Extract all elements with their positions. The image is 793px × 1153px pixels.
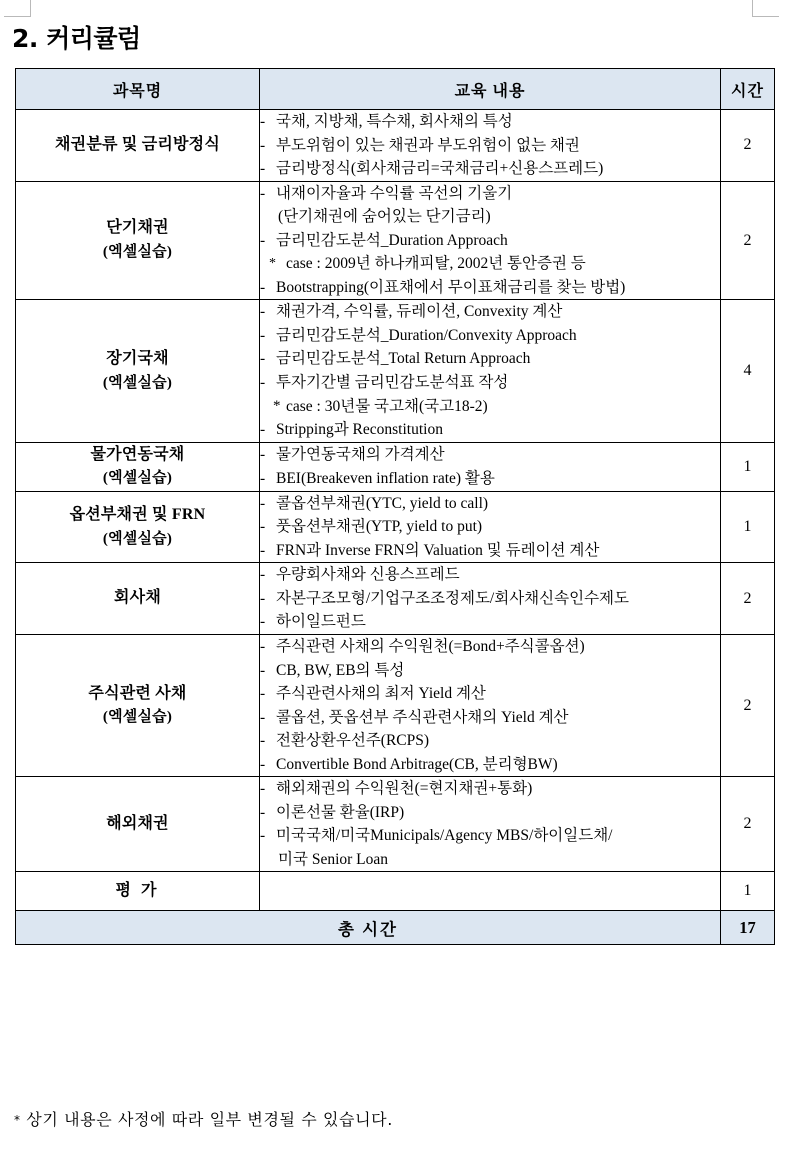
subject-cell xyxy=(16,300,260,442)
column-header-hours: 시간 xyxy=(721,69,775,110)
subject-cell xyxy=(16,777,260,872)
hours-cell: 1 xyxy=(721,491,775,563)
subject-subtitle: (엑셀실습) xyxy=(102,374,173,391)
column-header-subject: 과목명 xyxy=(16,69,260,110)
table-row xyxy=(16,110,775,182)
subject-subtitle: (엑셀실습) xyxy=(102,709,173,726)
content-line: - Convertible Bond Arbitrage(CB, 분리형BW) xyxy=(260,753,720,777)
content-line: - Bootstrapping(이표채에서 무이표채금리를 찾는 방법) xyxy=(260,276,720,300)
subject-subtitle: (엑셀실습) xyxy=(102,470,173,487)
table-row xyxy=(16,181,775,300)
subject-cell xyxy=(16,110,260,182)
content-list xyxy=(260,300,720,441)
subject-title: 단기채권 xyxy=(106,219,169,237)
content-list xyxy=(260,635,720,776)
content-line: - 해외채권의 수익원천(=현지채권+통화) xyxy=(260,777,720,801)
footnote-text: 상기 내용은 사정에 따라 일부 변경될 수 있습니다. xyxy=(26,1110,393,1129)
content-line: - 미국국채/미국Municipals/Agency MBS/하이일드채/ xyxy=(260,824,720,848)
subject-title: 회사채 xyxy=(114,589,161,607)
table-row xyxy=(16,777,775,872)
hours-cell: 2 xyxy=(721,563,775,635)
curriculum-table xyxy=(15,68,775,945)
content-cell xyxy=(260,563,721,635)
content-cell xyxy=(260,300,721,442)
content-line: - 자본구조모형/기업구조조정제도/회사채신속인수제도 xyxy=(260,587,720,611)
content-list xyxy=(260,110,720,181)
content-cell xyxy=(260,491,721,563)
content-cell xyxy=(260,110,721,182)
content-list xyxy=(260,443,720,490)
subject-title: 해외채권 xyxy=(106,814,169,832)
content-line: - 금리민감도분석_Duration/Convexity Approach xyxy=(260,324,720,348)
content-cell xyxy=(260,442,721,491)
subject-cell xyxy=(16,563,260,635)
content-line: - 물가연동국채의 가격계산 xyxy=(260,443,720,467)
content-line: - 금리방정식(회사채금리=국채금리+신용스프레드) xyxy=(260,157,720,181)
page-title: 2. 커리큘럼 xyxy=(12,23,141,53)
table-body xyxy=(16,110,775,911)
content-line: - 채권가격, 수익률, 듀레이션, Convexity 계산 xyxy=(260,300,720,324)
header-row xyxy=(16,69,775,110)
table-row xyxy=(16,442,775,491)
content-line: - 주식관련사채의 최저 Yield 계산 xyxy=(260,682,720,706)
hours-cell: 2 xyxy=(721,181,775,300)
hours-cell: 2 xyxy=(721,110,775,182)
table-row xyxy=(16,563,775,635)
subject-title: 장기국채 xyxy=(106,349,169,367)
content-line: * case : 30년물 국고채(국고18-2) xyxy=(260,395,720,419)
subject-title: 물가연동국채 xyxy=(90,445,185,463)
content-line: - Stripping과 Reconstitution xyxy=(260,418,720,442)
subject-title: 채권분류 및 금리방정식 xyxy=(55,135,220,153)
subject-cell xyxy=(16,491,260,563)
hours-cell: 4 xyxy=(721,300,775,442)
subject-title: 평 가 xyxy=(115,882,160,900)
footnote xyxy=(14,1107,393,1130)
total-row xyxy=(16,911,775,945)
curriculum-table-container xyxy=(15,68,774,945)
content-line: - 하이일드펀드 xyxy=(260,610,720,634)
content-line: - 국채, 지방채, 특수채, 회사채의 특성 xyxy=(260,110,720,134)
hours-cell: 1 xyxy=(721,872,775,911)
content-list xyxy=(260,563,720,634)
content-line: - 금리민감도분석_Total Return Approach xyxy=(260,347,720,371)
column-header-content: 교육 내용 xyxy=(260,69,721,110)
table-row xyxy=(16,300,775,442)
content-cell xyxy=(260,634,721,776)
content-line: - 주식관련 사채의 수익원천(=Bond+주식콜옵션) xyxy=(260,635,720,659)
total-hours: 17 xyxy=(721,911,775,945)
table-row xyxy=(16,872,775,911)
content-cell xyxy=(260,777,721,872)
total-label: 총 시간 xyxy=(16,911,721,945)
content-line: - 전환상환우선주(RCPS) xyxy=(260,729,720,753)
content-line: (단기채권에 숨어있는 단기금리) xyxy=(278,208,491,226)
subject-cell xyxy=(16,181,260,300)
content-line: - BEI(Breakeven inflation rate) 활용 xyxy=(260,467,720,491)
content-line: - CB, BW, EB의 특성 xyxy=(260,659,720,683)
content-line: - FRN과 Inverse FRN의 Valuation 및 듀레이션 계산 xyxy=(260,539,720,563)
content-line: - 풋옵션부채권(YTP, yield to put) xyxy=(260,515,720,539)
subject-title: 옵션부채권 및 FRN xyxy=(69,506,206,523)
content-line: - 내재이자율과 수익률 곡선의 기울기 xyxy=(260,182,720,206)
footnote-marker: * xyxy=(14,1113,21,1127)
content-list xyxy=(260,492,720,563)
subject-title: 주식관련 사채 xyxy=(88,684,187,702)
subject-subtitle: (엑셀실습) xyxy=(102,530,173,547)
table-row xyxy=(16,491,775,563)
subject-cell xyxy=(16,442,260,491)
content-line: - 콜옵션, 풋옵션부 주식관련사채의 Yield 계산 xyxy=(260,706,720,730)
content-list xyxy=(260,777,720,871)
hours-cell: 2 xyxy=(721,777,775,872)
hours-cell: 2 xyxy=(721,634,775,776)
content-line: - 이론선물 환율(IRP) xyxy=(260,801,720,825)
content-line: - 금리민감도분석_Duration Approach xyxy=(260,229,720,253)
subject-cell xyxy=(16,872,260,911)
content-line: - 부도위험이 있는 채권과 부도위험이 없는 채권 xyxy=(260,134,720,158)
content-line: 미국 Senior Loan xyxy=(278,850,389,868)
content-line: - 투자기간별 금리민감도분석표 작성 xyxy=(260,371,720,395)
content-line: - 우량회사채와 신용스프레드 xyxy=(260,563,720,587)
table-row xyxy=(16,634,775,776)
crop-mark-top-left xyxy=(4,0,31,17)
content-cell xyxy=(260,872,721,911)
content-cell xyxy=(260,181,721,300)
hours-cell: 1 xyxy=(721,442,775,491)
subject-subtitle: (엑셀실습) xyxy=(102,244,173,261)
table-header xyxy=(16,69,775,110)
subject-cell xyxy=(16,634,260,776)
content-line: - 콜옵션부채권(YTC, yield to call) xyxy=(260,492,720,516)
table-footer xyxy=(16,911,775,945)
crop-mark-top-right xyxy=(752,0,779,17)
content-line: * case : 2009년 하나캐피탈, 2002년 통안증권 등 xyxy=(260,252,720,276)
content-list xyxy=(260,182,720,300)
